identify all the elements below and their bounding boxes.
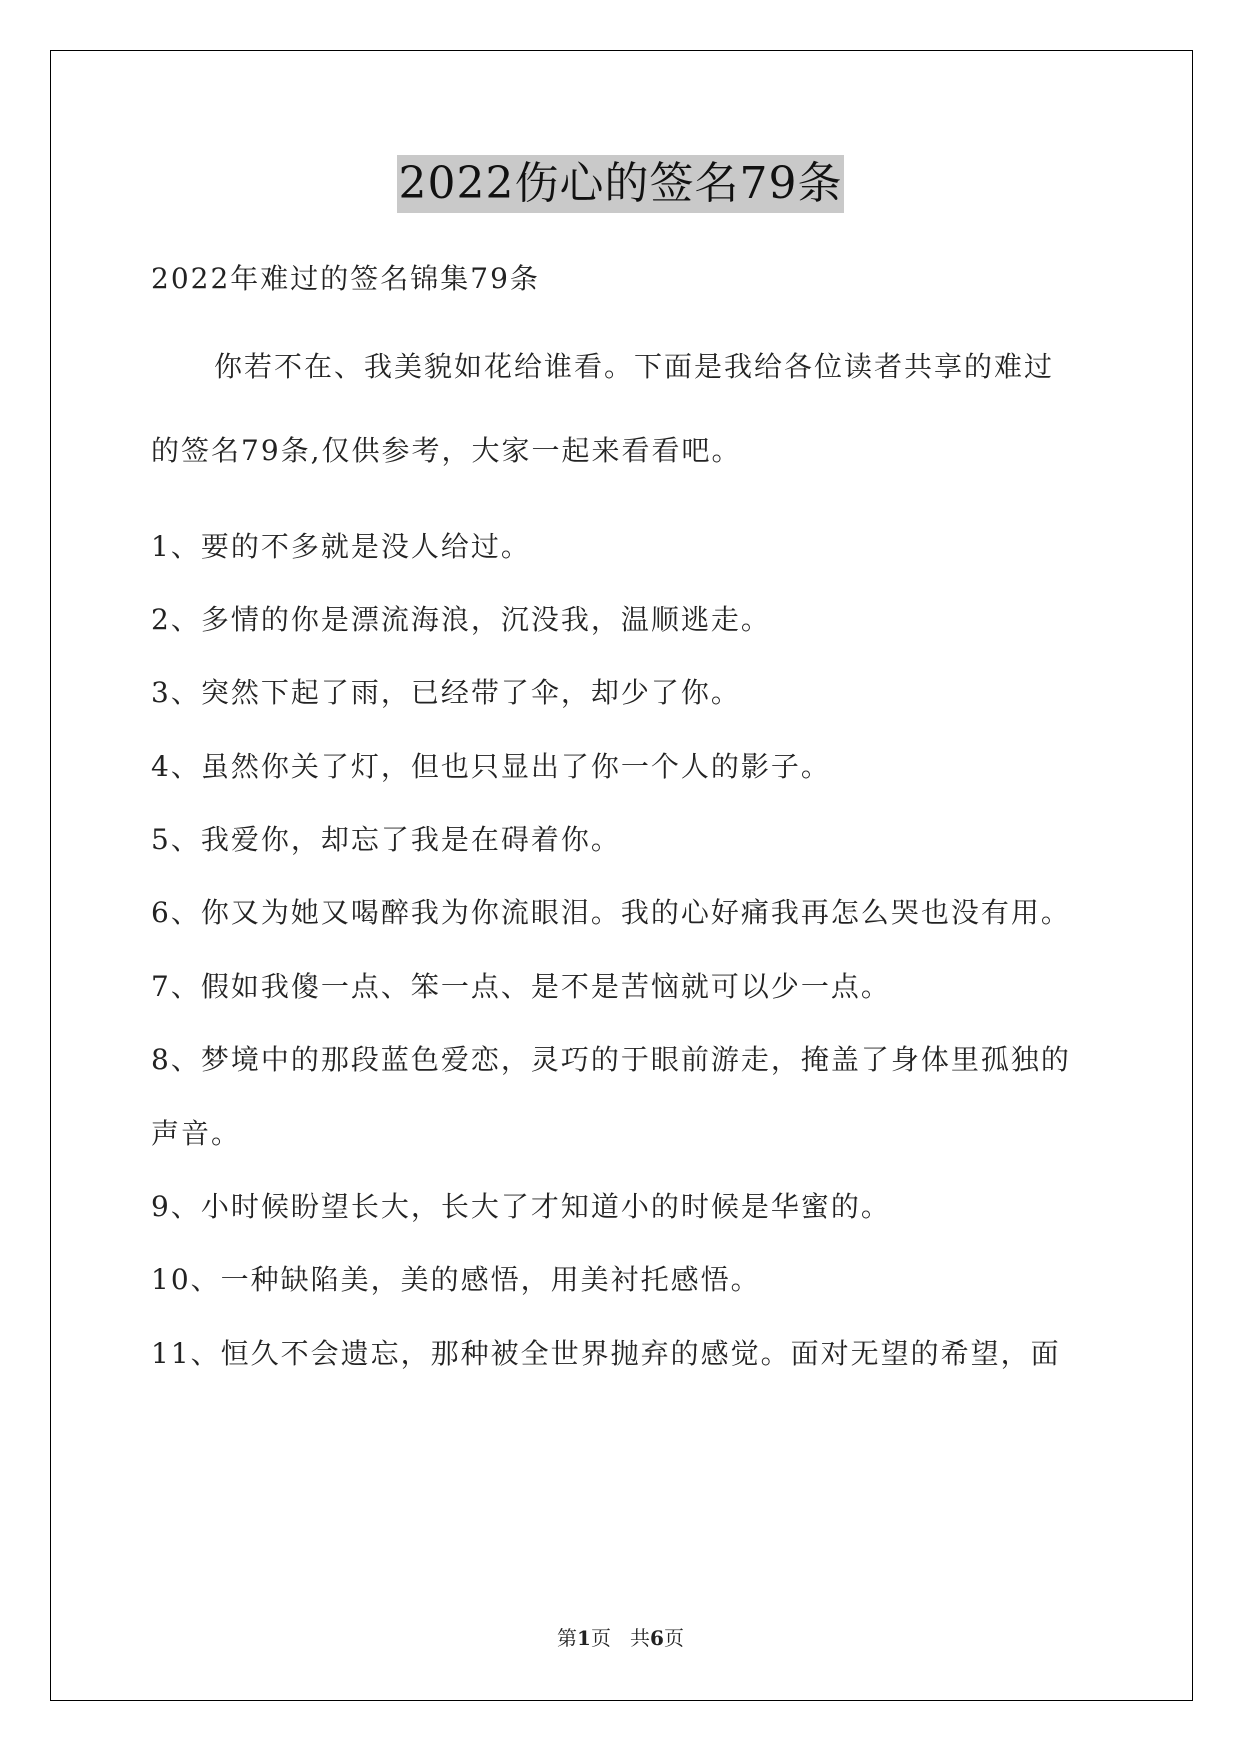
- list-item: 6、你又为她又喝醉我为你流眼泪。我的心好痛我再怎么哭也没有用。: [151, 896, 1071, 929]
- intro-paragraph-line-2: 的签名79条,仅供参考，大家一起来看看吧。: [151, 434, 742, 467]
- list-item: 9、小时候盼望长大，长大了才知道小的时候是华蜜的。: [151, 1190, 891, 1223]
- document-subtitle: 2022年难过的签名锦集79条: [151, 262, 540, 295]
- list-item: 4、虽然你关了灯，但也只显出了你一个人的影子。: [151, 750, 831, 783]
- list-item: 7、假如我傻一点、笨一点、是不是苦恼就可以少一点。: [151, 970, 891, 1003]
- list-item: 1、要的不多就是没人给过。: [151, 530, 531, 563]
- footer-total-pages: 6: [650, 1626, 664, 1650]
- list-item: 11、恒久不会遗忘，那种被全世界抛弃的感觉。面对无望的希望，面: [151, 1337, 1061, 1370]
- document-title: 2022伤心的签名79条: [397, 155, 845, 213]
- footer-suffix: 页: [663, 1626, 684, 1650]
- page-border: [50, 50, 1193, 1701]
- list-item: 5、我爱你，却忘了我是在碍着你。: [151, 823, 621, 856]
- list-item: 2、多情的你是漂流海浪，沉没我，温顺逃走。: [151, 603, 771, 636]
- list-item: 3、突然下起了雨，已经带了伞，却少了你。: [151, 676, 741, 709]
- list-item: 10、一种缺陷美，美的感悟，用美衬托感悟。: [151, 1263, 761, 1296]
- list-item: 8、梦境中的那段蓝色爱恋，灵巧的于眼前游走，掩盖了身体里孤独的: [151, 1043, 1071, 1076]
- intro-paragraph-line-1: 你若不在、我美貌如花给谁看。下面是我给各位读者共享的难过: [214, 350, 1055, 383]
- footer-prefix: 第: [557, 1626, 578, 1650]
- footer-middle: 页 共: [590, 1626, 651, 1650]
- title-wrap: [0, 155, 1241, 213]
- list-item-continuation: 声音。: [151, 1117, 242, 1150]
- page-footer: [0, 1622, 1241, 1651]
- footer-page-number: 1: [577, 1626, 591, 1650]
